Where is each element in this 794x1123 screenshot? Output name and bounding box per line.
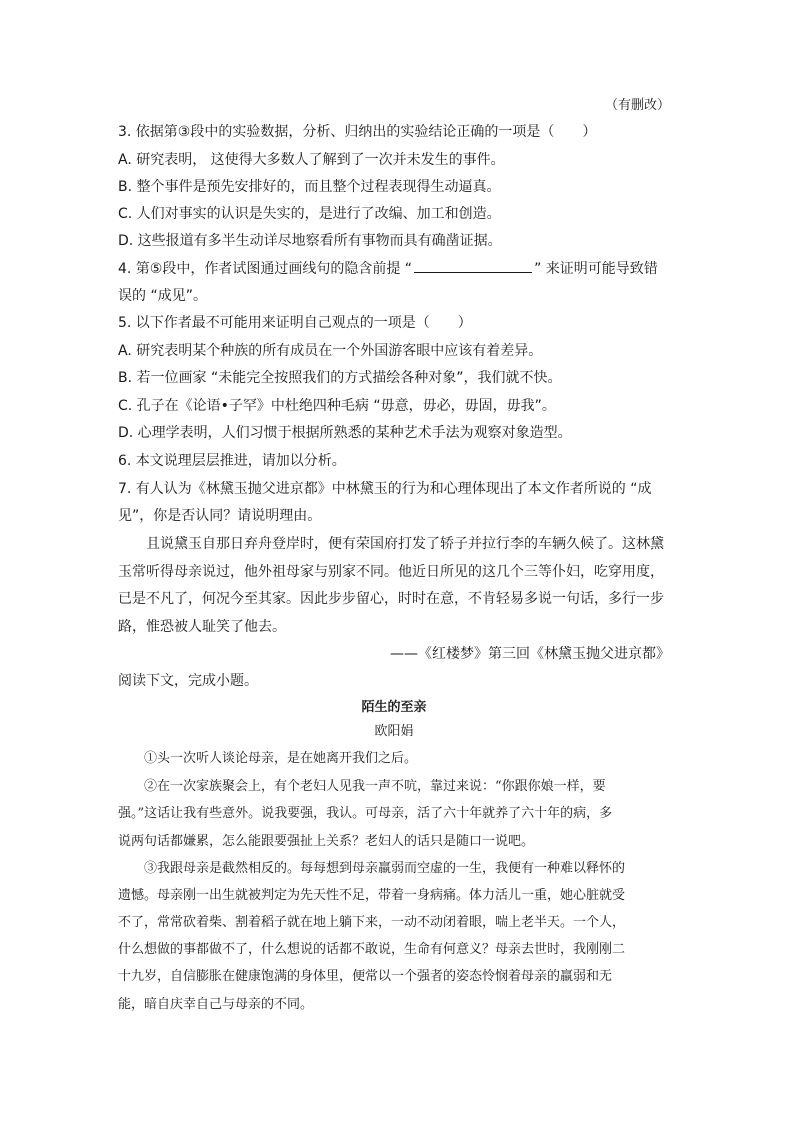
question-4-line-1 (118, 258, 670, 279)
article-author: 欧阳娟 (374, 724, 414, 739)
article-line: 十九岁，自信膨胀在健康饱满的身体里，便常以一个强者的姿态怜悯着母亲的羸弱和无 (118, 969, 613, 984)
question-3-option-a: A. 研究表明， 这使得大多数人了解到了一次并未发生的事件。 (118, 152, 505, 168)
question-6: 6. 本文说理层层推进，请加以分析。 (118, 453, 346, 469)
reading-instruction: 阅读下文，完成小题。 (118, 673, 258, 689)
question-4-part-1: 4. 第⑤段中，作者试图通过画线句的隐含前提 “ (118, 261, 413, 277)
question-4-part-2: ” 来证明可能导致错 (534, 261, 658, 277)
question-3-option-c: C. 人们对事实的认识是失实的，是进行了改编、加工和创造。 (118, 206, 501, 222)
question-5-stem: 5. 以下作者最不可能用来证明自己观点的一项是（ ） (118, 315, 472, 331)
question-7-line-1: 7. 有人认为《林黛玉抛父进京都》中林黛玉的行为和心理体现出了本文作者所说的 “成 (118, 481, 652, 497)
article-line: 能，暗自庆幸自己与母亲的不同。 (118, 997, 314, 1012)
excerpt-line: 路，惟恐被人耻笑了他去。 (118, 619, 286, 635)
question-3-stem: 3. 依据第③段中的实验数据，分析、归纳出的实验结论正确的一项是（ ） (118, 124, 597, 140)
article-line: ①头一次听人谈论母亲，是在她离开我们之后。 (118, 751, 418, 766)
excerpt-line: 且说黛玉自那日弃舟登岸时，便有荣国府打发了轿子并拉行李的车辆久候了。这林黛 (118, 536, 664, 552)
article-line: ③我跟母亲是截然相反的。每每想到母亲羸弱而空虚的一生，我便有一种难以释怀的 (118, 861, 626, 876)
question-5-option-c: C. 孔子在《论语•子罕》中杜绝四种毛病 “毋意，毋必，毋固，毋我”。 (118, 398, 556, 414)
question-5-option-b: B. 若一位画家 “未能完全按照我们的方式描绘各种对象”，我们就不快。 (118, 370, 562, 386)
source-note: （有删改） (604, 98, 670, 113)
question-5-option-d: D. 心理学表明，人们习惯于根据所熟悉的某种艺术手法为观察对象造型。 (118, 425, 572, 441)
article-line: 说两句话都嫌累，怎么能跟要强扯上关系？老妇人的话只是随口一说吧。 (118, 834, 535, 849)
question-3-option-d: D. 这些报道有多半生动详尽地察看所有事物而具有确凿证据。 (118, 233, 502, 249)
excerpt-line: 玉常听得母亲说过，他外祖母家与别家不同。他近日所见的这几个三等仆妇，吃穿用度， (118, 564, 664, 580)
question-3-option-b: B. 整个事件是预先安排好的，而且整个过程表现得生动逼真。 (118, 179, 501, 195)
article-line: 什么想做的事都做不了，什么想说的话都不敢说，生命有何意义？母亲去世时，我刚刚二 (118, 942, 626, 957)
question-4-line-2: 误的 “成见”。 (118, 288, 207, 304)
excerpt-source: ——《红楼梦》第三回《林黛玉抛父进京都》 (390, 646, 670, 662)
article-line: 遗憾。母亲刚一出生就被判定为先天性不足，带着一身病痛。体力活儿一重，她心脏就受 (118, 888, 626, 903)
question-5-option-a: A. 研究表明某个种族的所有成员在一个外国游客眼中应该有着差异。 (118, 343, 543, 359)
article-line: ②在一次家族聚会上，有个老妇人见我一声不吭，靠过来说：“你跟你娘一样，要 (118, 779, 606, 794)
article-line: 强。”这话让我有些意外。说我要强，我认。可母亲，活了六十年就养了六十年的病，多 (118, 806, 613, 821)
article-line: 不了，常常砍着柴、割着稻子就在地上躺下来，一动不动闭着眼，喘上老半天。一个人， (118, 915, 626, 930)
question-7-line-2: 见”，你是否认同？请说明理由。 (118, 508, 322, 524)
article-title: 陌生的至亲 (361, 700, 427, 715)
answer-blank[interactable] (414, 258, 532, 273)
excerpt-line: 已是不凡了，何况今至其家。因此步步留心，时时在意，不肯轻易多说一句话，多行一步 (118, 591, 664, 607)
